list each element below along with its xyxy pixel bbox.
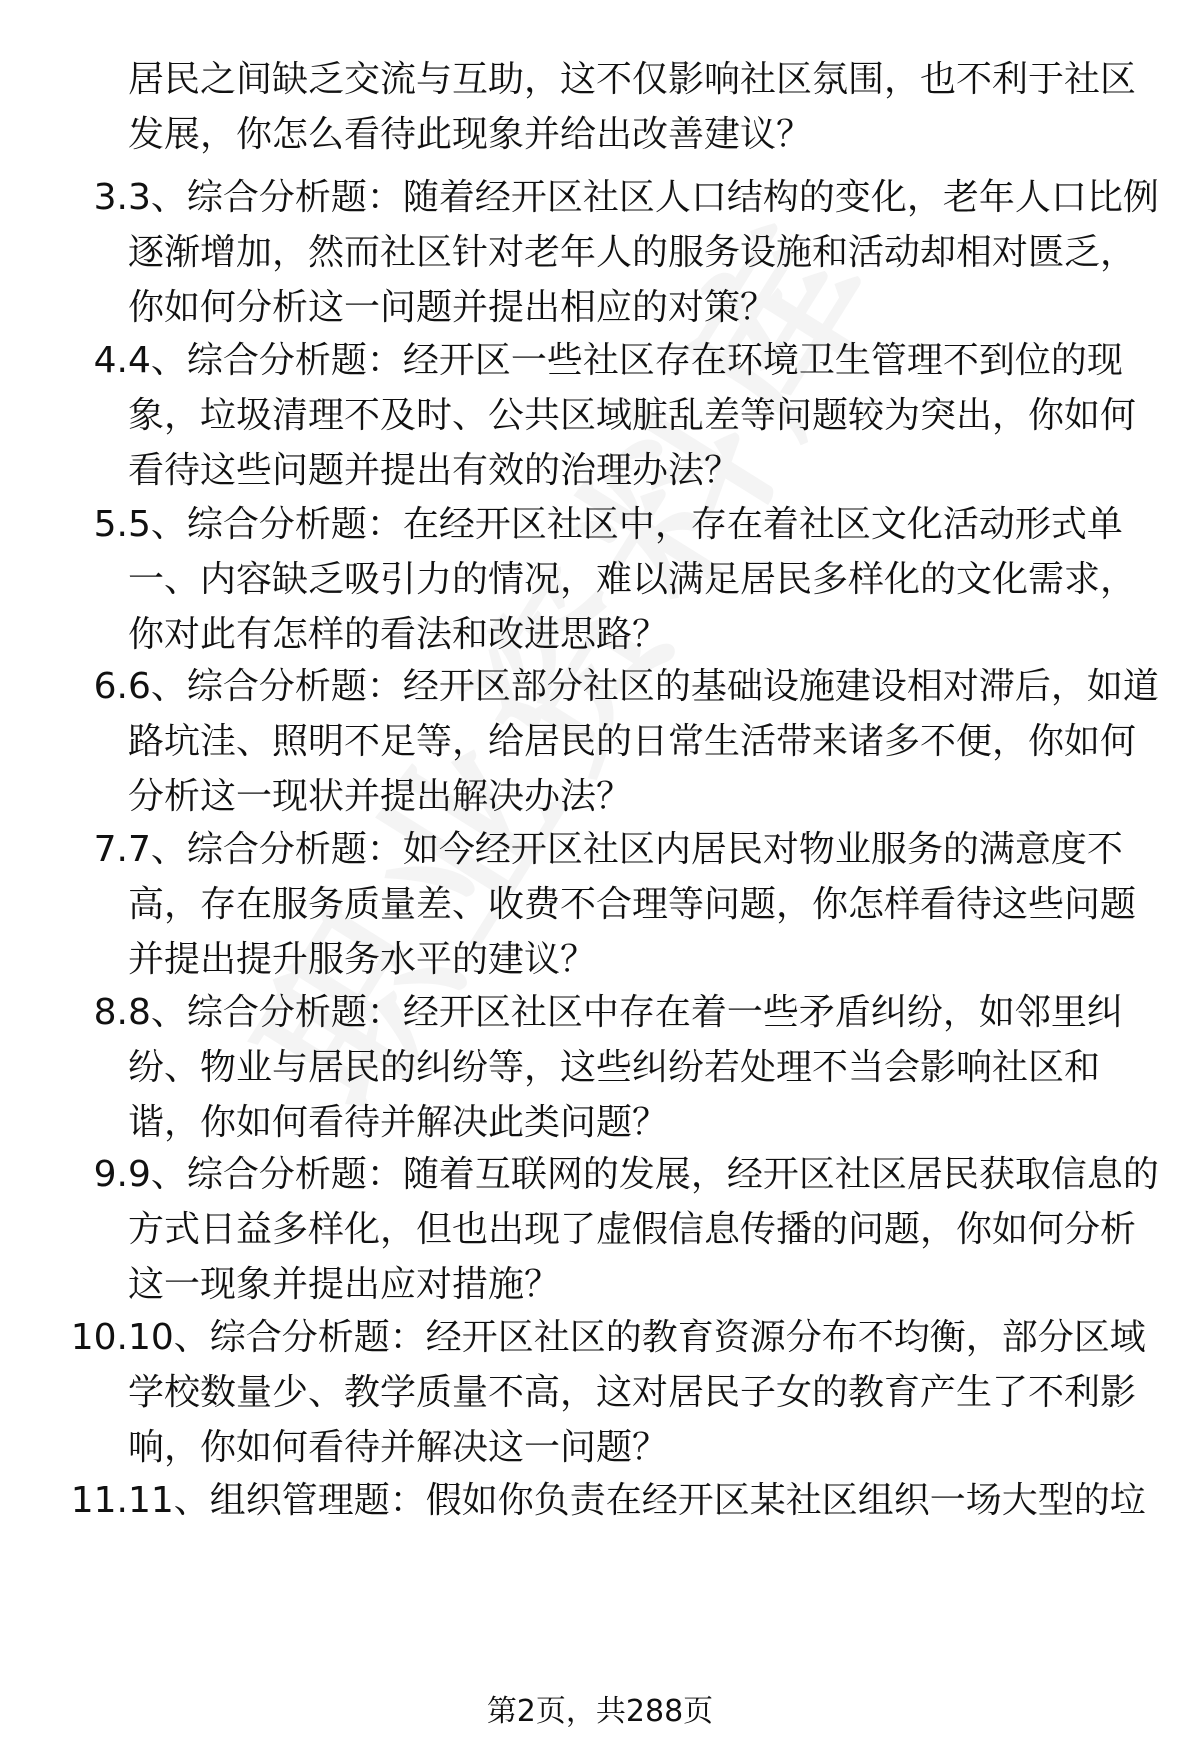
list-item-text: 10、综合分析题：经开区社区的教育资源分布不均衡，部分区域学校数量少、教学质量不高，这对居民子女的教育产生了不利影响，你如何看待并解决这一问题？ (128, 1317, 1146, 1468)
list-item-text: 6、综合分析题：经开区部分社区的基础设施建设相对滞后，如道路坑洼、照明不足等，给居民的日常生活带来诸多不便，你如何分析这一现状并提出解决办法？ (128, 666, 1159, 817)
list-item-number: 3. (93, 177, 128, 218)
list-item-text: 5、综合分析题：在经开区社区中，存在着社区文化活动形式单一、内容缺乏吸引力的情况，难以满足居民多样化的文化需求，你对此有怎样的看法和改进思路？ (128, 504, 1137, 655)
list-item-number: 4. (93, 340, 128, 381)
list-item-number: 9. (93, 1154, 128, 1195)
list-item-number: 10. (70, 1317, 128, 1358)
list-item-text: 9、综合分析题：随着互联网的发展，经开区社区居民获取信息的方式日益多样化，但也出现了虚假信息传播的问题，你如何分析这一现象并提出应对措施？ (128, 1154, 1159, 1305)
list-item-number: 5. (93, 504, 128, 545)
intro-paragraph: 居民之间缺乏交流与互助，这不仅影响社区氛围，也不利于社区发展，你怎么看待此现象并给出改善建议？ (128, 59, 1137, 155)
list-item-number: 8. (93, 992, 128, 1033)
list-item-number: 11. (70, 1480, 128, 1521)
list-item-text: 7、综合分析题：如今经开区社区内居民对物业服务的满意度不高，存在服务质量差、收费不合理等问题，你怎样看待这些问题并提出提升服务水平的建议？ (128, 829, 1137, 980)
list-item-text: 4、综合分析题：经开区一些社区存在环境卫生管理不到位的现象，垃圾清理不及时、公共区域脏乱差等问题较为突出，你如何看待这些问题并提出有效的治理办法？ (128, 340, 1137, 491)
list-item-text: 8、综合分析题：经开区社区中存在着一些矛盾纠纷，如邻里纠纷、物业与居民的纠纷等，这些纠纷若处理不当会影响社区和谐，你如何看待并解决此类问题？ (128, 992, 1123, 1143)
list-item-text: 3、综合分析题：随着经开区社区人口结构的变化，老年人口比例逐渐增加，然而社区针对老年人的服务设施和活动却相对匮乏，你如何分析这一问题并提出相应的对策？ (128, 177, 1159, 328)
page-number-footer: 第2页，共288页 (486, 1694, 714, 1729)
list-item-number: 6. (93, 666, 128, 707)
list-item-text: 11、组织管理题：假如你负责在经开区某社区组织一场大型的垃 (128, 1480, 1146, 1521)
list-item-number: 7. (93, 829, 128, 870)
